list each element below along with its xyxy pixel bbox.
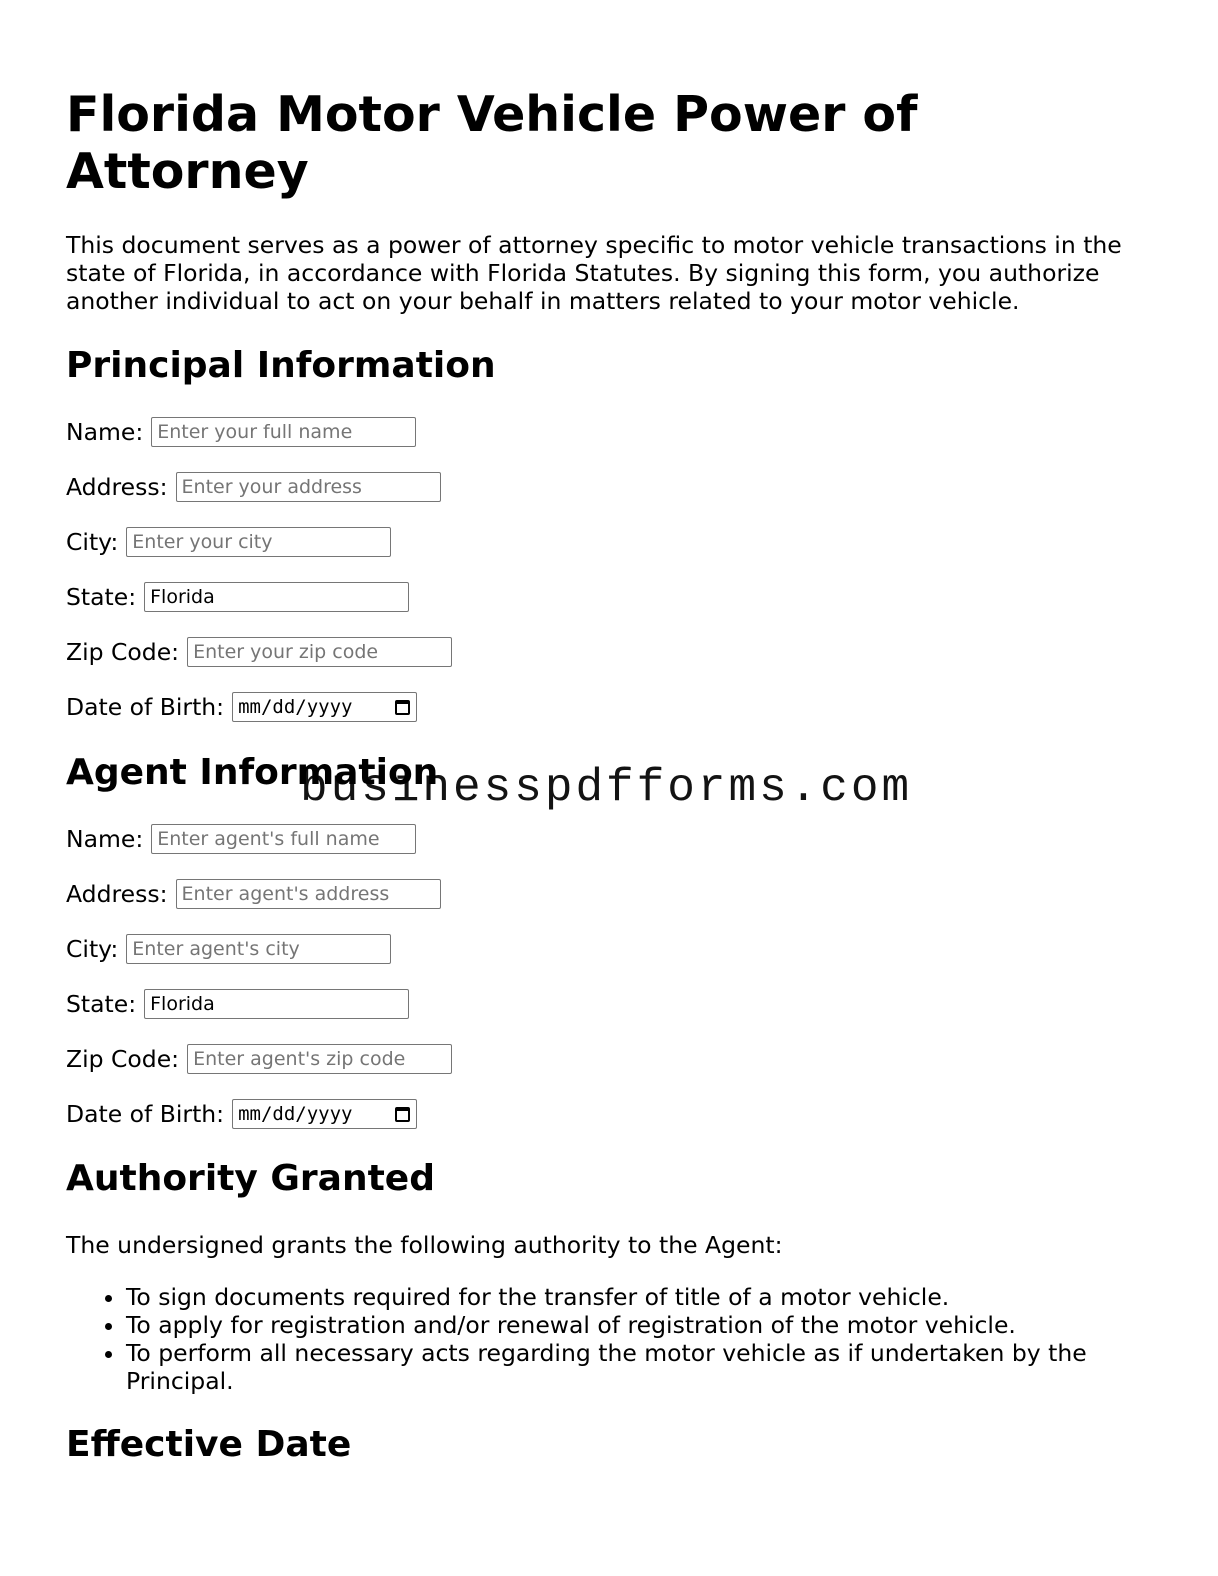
authority-heading: Authority Granted [66,1158,435,1199]
principal-address-label: Address: [66,473,168,501]
agent-dob-row [66,1098,417,1130]
principal-state-label: State: [66,583,137,611]
watermark: businesspdfforms.com [300,762,913,814]
principal-address-row [66,471,441,503]
agent-dob-placeholder: mm/dd/yyyy [238,1103,353,1125]
principal-zip-label: Zip Code: [66,638,180,666]
principal-dob-row [66,691,417,723]
intro-paragraph: This document serves as a power of attorney specific to motor vehicle transactions in the state of Florida, in accordance with Florida Statutes. By signing this form, you authorize another individual to act on your behalf in matters related to your motor vehicle. [66,231,1122,315]
authority-intro: The undersigned grants the following authority to the Agent: [66,1231,783,1259]
calendar-icon[interactable] [395,700,410,715]
principal-dob-placeholder: mm/dd/yyyy [238,696,353,718]
principal-dob-label: Date of Birth: [66,693,225,721]
agent-dob-label: Date of Birth: [66,1100,225,1128]
agent-name-input[interactable] [151,824,416,854]
principal-dob-input[interactable] [232,692,417,722]
list-item: • To perform all necessary acts regarding the motor vehicle as if undertaken by the Principal. [126,1339,1156,1395]
effective-date-heading: Effective Date [66,1424,352,1465]
agent-heading: Agent Information [66,752,439,793]
page-title: Florida Motor Vehicle Power of Attorney [66,86,918,200]
principal-state-input[interactable] [144,582,409,612]
agent-address-label: Address: [66,880,168,908]
agent-address-input[interactable] [176,879,441,909]
list-item: • To apply for registration and/or renewal of registration of the motor vehicle. [126,1311,1156,1339]
agent-zip-input[interactable] [187,1044,452,1074]
agent-state-label: State: [66,990,137,1018]
agent-zip-row [66,1043,452,1075]
list-item: • To sign documents required for the transfer of title of a motor vehicle. [126,1283,1156,1311]
authority-list [66,1283,1156,1395]
principal-zip-input[interactable] [187,637,452,667]
principal-name-label: Name: [66,418,144,446]
agent-state-row [66,988,409,1020]
agent-zip-label: Zip Code: [66,1045,180,1073]
principal-city-label: City: [66,528,119,556]
agent-state-input[interactable] [144,989,409,1019]
principal-heading: Principal Information [66,345,496,386]
agent-dob-input[interactable] [232,1099,417,1129]
principal-name-input[interactable] [151,417,416,447]
principal-zip-row [66,636,452,668]
agent-city-label: City: [66,935,119,963]
agent-name-row [66,823,416,855]
agent-city-row [66,933,391,965]
principal-name-row [66,416,416,448]
agent-city-input[interactable] [126,934,391,964]
principal-address-input[interactable] [176,472,441,502]
calendar-icon[interactable] [395,1107,410,1122]
agent-name-label: Name: [66,825,144,853]
principal-city-input[interactable] [126,527,391,557]
principal-state-row [66,581,409,613]
principal-city-row [66,526,391,558]
agent-address-row [66,878,441,910]
